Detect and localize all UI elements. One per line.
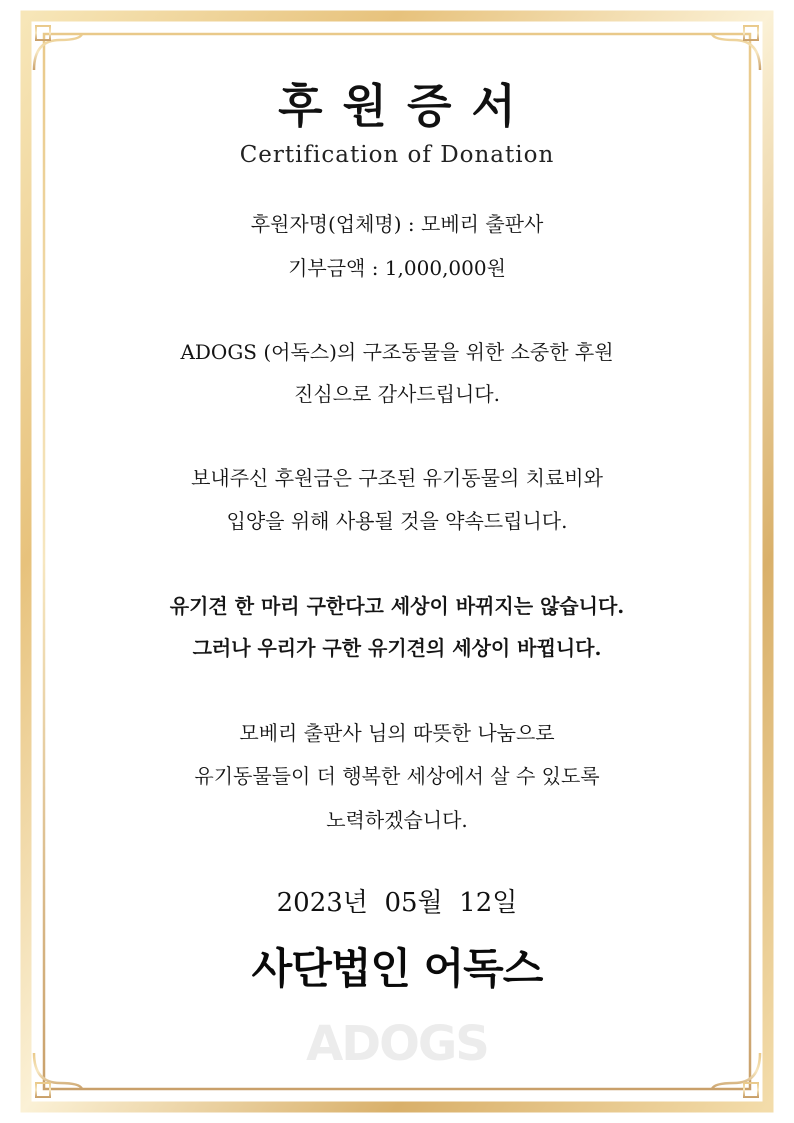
certificate-subtitle: Certification of Donation	[239, 142, 555, 168]
donation-amount-line: 기부금액 : 1,000,000원	[288, 256, 506, 280]
organization-name: 사단법인 어독스	[251, 944, 543, 993]
issue-date: 2023년 05월 12일	[276, 888, 518, 918]
paragraph2-line1: 보내주신 후원금은 구조된 유기동물의 치료비와	[191, 466, 603, 490]
paragraph1-line1: ADOGS (어독스)의 구조동물을 위한 소중한 후원	[180, 340, 614, 364]
paragraph3-line2: 그러나 우리가 구한 유기견의 세상이 바뀝니다.	[192, 636, 602, 660]
donor-name-line: 후원자명(업체명) : 모베리 출판사	[250, 212, 544, 236]
paragraph4-line1: 모베리 출판사 님의 따뜻한 나눔으로	[239, 721, 555, 745]
adogs-logo-watermark: ADOGS	[306, 1016, 488, 1072]
paragraph3-line1: 유기견 한 마리 구한다고 세상이 바뀌지는 않습니다.	[169, 594, 625, 618]
paragraph4-line3: 노력하겠습니다.	[326, 808, 468, 832]
paragraph1-line2: 진심으로 감사드립니다.	[294, 382, 500, 406]
certificate-title: 후원증서	[278, 79, 536, 133]
paragraph2-line2: 입양을 위해 사용될 것을 약속드립니다.	[226, 509, 568, 533]
paragraph4-line2: 유기동물들이 더 행복한 세상에서 살 수 있도록	[194, 764, 600, 788]
